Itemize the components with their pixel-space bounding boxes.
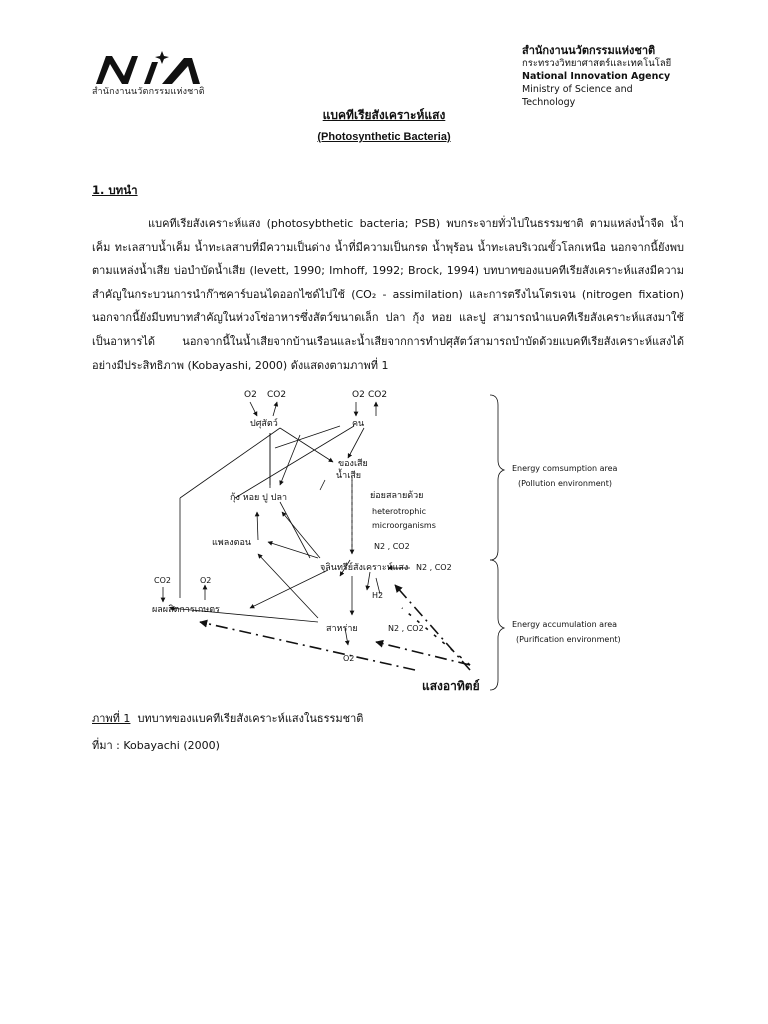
section-heading: 1. บทนำ — [92, 183, 138, 197]
caption-text: บทบาทของแบคทีเรียสังเคราะห์แสงในธรรมชาติ — [137, 712, 364, 725]
ministry-name-th: กระทรวงวิทยาศาสตร์และเทคโนโลยี — [522, 58, 672, 69]
label-co2-b: CO2 — [368, 390, 388, 400]
label-co2-c: CO2 — [154, 576, 171, 585]
agency-block — [522, 44, 682, 109]
ministry-name-en: Ministry of Science and Technology — [522, 84, 633, 108]
label-o2-c: O2 — [200, 576, 212, 585]
node-shrimp-fish: กุ้ง หอย ปู ปลา — [230, 493, 288, 503]
area2-subtitle: (Purification environment) — [516, 635, 621, 644]
label-decompose: ย่อยสลายด้วย — [370, 491, 424, 501]
figure-caption — [92, 709, 363, 727]
node-wastewater: น้ำเสีย — [336, 471, 362, 481]
diagram-svg — [140, 380, 640, 695]
area1-subtitle: (Pollution environment) — [518, 479, 613, 488]
label-n2co2-c: N2 , CO2 — [388, 624, 424, 633]
caption-label: ภาพที่ 1 — [92, 712, 131, 725]
label-o2-b: O2 — [352, 390, 365, 400]
intro-paragraph — [92, 212, 684, 377]
node-psb: จุลินทรีย์สังเคราะห์แสง — [320, 563, 409, 573]
paragraph-text: แบคทีเรียสังเคราะห์แสง (photosybthetic bacteria; PSB) พบกระจายทั่วไปในธรรมชาติ ตามแหล่งน้ำจืด น้ำเค็ม ทะเลสาบน้ำเค็ม น้ำทะเลสาบที่มีความเป็นด่าง น้ำที่มีความเป็นกรด น้ำพุร้อน น้ำทะเลบริเวณขั้วโลกเหนือ นอกจากนี้ยังพบตามแหล่งน้ำเสีย บ่อบำบัดน้ำเสีย (levett, 1990; Imhoff, 1992; Brock, 1994) บทบาทของแบคทีเรียสังเคราะห์แสงมีความสำคัญในกระบวนการนำก๊าซคาร์บอนไดออกไซด์ไปใช้ (CO₂ - assimilation) และการตรึงไนโตรเจน (nitrogen fixation) นอกจากนี้ยังมีบทบาทสำคัญในห่วงโซ่อาหารซึ่งสัตว์ขนาดเล็ก ปลา กุ้ง หอย และปู สามารถนำแบคทีเรียสังเคราะห์แสงมาใช้เป็นอาหารได้ นอกจากนี้ในน้ำเสียจากบ้านเรือนและน้ำเสียจากการทำปศุสัตว์สามารถบำบัดด้วยแบคทีเรียสังเคราะห์แสงได้อย่างมีประสิทธิภาพ (Kobayashi, 2000) ดังแสดงตามภาพที่ 1 — [92, 217, 684, 372]
node-agri-products: ผลผลิตการเกษตร — [152, 605, 220, 615]
node-livestock: ปศุสัตว์ — [250, 419, 278, 429]
area1-title: Energy comsumption area — [512, 464, 618, 473]
psb-role-diagram — [140, 380, 640, 699]
node-sunlight: แสงอาทิตย์ — [422, 679, 480, 693]
label-n2co2-b: N2 , CO2 — [416, 563, 452, 572]
agency-name-th: สำนักงานนวัตกรรมแห่งชาติ — [522, 44, 656, 57]
nia-logo-mark — [92, 50, 232, 86]
label-o2-a: O2 — [244, 390, 257, 400]
label-n2co2-a: N2 , CO2 — [374, 542, 410, 551]
agency-name-en: National Innovation Agency — [522, 71, 671, 82]
label-o2-d: O2 — [343, 654, 355, 663]
node-plankton: แพลงตอน — [212, 538, 252, 548]
node-waste: ของเสีย — [338, 459, 368, 469]
figure-source: ที่มา : Kobayachi (2000) — [92, 739, 220, 752]
area2-title: Energy accumulation area — [512, 620, 618, 629]
label-h2: H2 — [372, 591, 384, 600]
node-human: คน — [352, 419, 365, 429]
logo-subtitle: สำนักงานนวัตกรรมแห่งชาติ — [92, 87, 205, 97]
node-algae: สาหร่าย — [326, 624, 358, 634]
title-thai: แบคทีเรียสังเคราะห์แสง — [322, 108, 446, 122]
label-co2-a: CO2 — [267, 390, 287, 400]
title-english: (Photosynthetic Bacteria) — [317, 131, 451, 143]
label-heterotrophic: heterotrophic — [372, 507, 426, 516]
label-microorganisms: microorganisms — [372, 521, 436, 530]
